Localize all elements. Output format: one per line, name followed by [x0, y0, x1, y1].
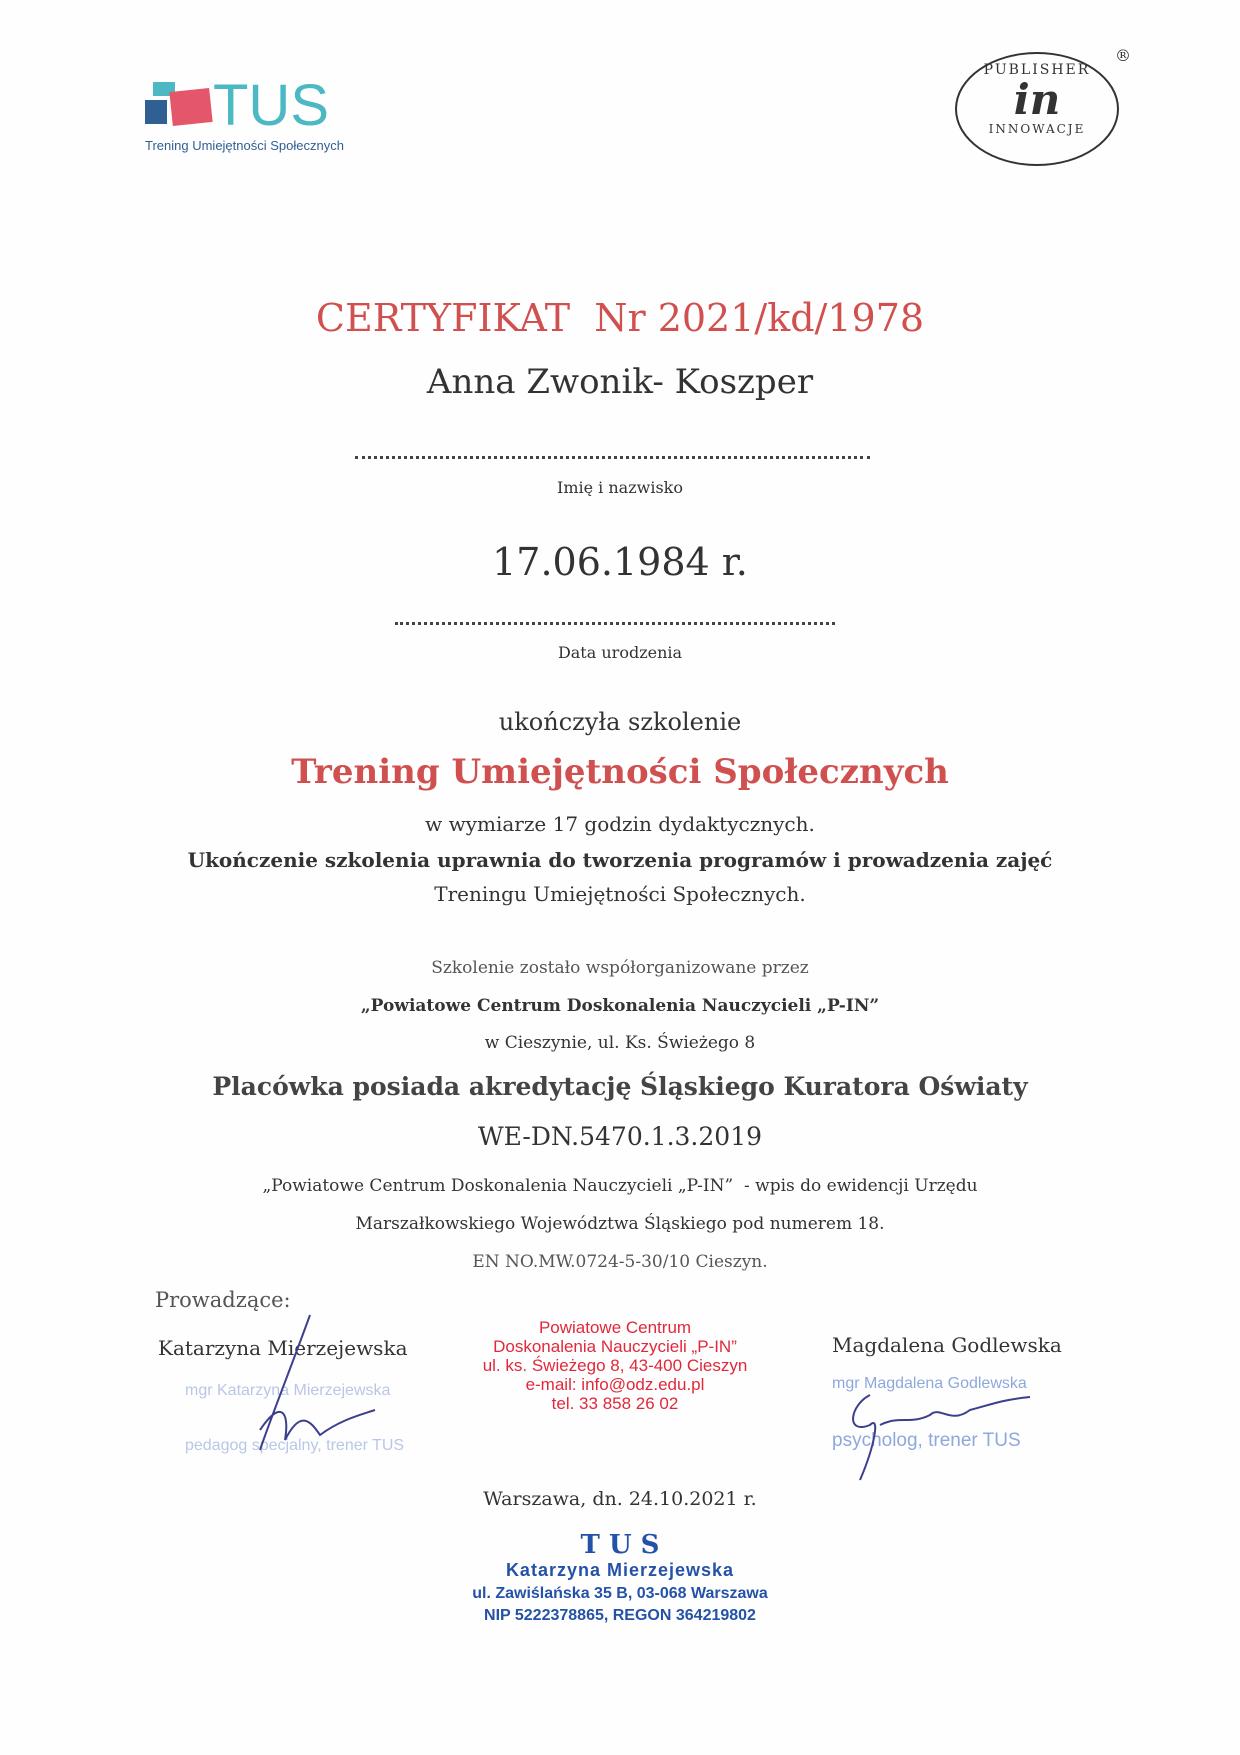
course-name: Trening Umiejętności Społecznych — [291, 752, 949, 792]
birth-date: 17.06.1984 r. — [492, 540, 748, 584]
leader-2-name: Magdalena Godlewska — [832, 1333, 1062, 1357]
birth-label: Data urodzenia — [557, 643, 683, 662]
certificate-title: CERTYFIKAT Nr 2021/kd/1978 — [315, 296, 925, 340]
leader-1-name: Katarzyna Mierzejewska — [158, 1336, 408, 1360]
divider — [395, 622, 835, 625]
divider — [355, 456, 870, 459]
tus-stamp: T U S Katarzyna Mierzejewska ul. Zawiślańska 35 B, 03-068 Warszawa NIP 5222378865, REGON 364219802 — [472, 1530, 768, 1624]
participant-name: Anna Zwonik- Koszper — [426, 362, 814, 402]
certificate-page: TUS Trening Umiejętności Społecznych PUBLISHER in INNOWACJE ® CERTYFIKAT Nr 2021/kd/1978 Anna Zwonik- Koszper Imię i nazwisko 17.06.1984 r. Data urodzenia ukończyła szkolenie Trening Umiejętności Społecznych w wymiarze 17 godzin dydaktycznych. Ukończenie szkolenia uprawnia do tworzenia programów i prowadzenia zajęć Treningu Umiejętności Społecznych. Szkolenie zostało współorganizowane przez „Powiatowe Centrum Doskonalenia Nauczycieli „P-IN” w Cieszynie, ul. Ks. Świeżego 8 Placówka posiada akredytację Śląskiego Kuratora Oświaty WE-DN.5470.1.3.2019 „Powiatowe Centrum Doskonalenia Nauczycieli „P-IN” - wpis do ewidencji Urzędu Marszałkowskiego Województwa Śląskiego pod numerem 18. EN NO.MW.0724-5-30/10 Cieszyn. Prowadzące: Katarzyna Mierzejewska mgr Katarzyna Mierzejewska pedagog specjalny, trener TUS Powiatowe Centrum Doskonalenia Nauczycieli „P-IN” ul. ks. Świeżego 8, 43-400 Cieszyn e-mail: info@odz.edu.pl tel. 33 858 26 02 Magdalena Godlewska mgr Magdalena Godlewska psycholog, trener TUS Warszawa, dn. 24.10.2021 r. T U S Katarzyna Mierzejewska ul. Zawiślańska 35 B, 03-068 Warszawa NIP 5222378865, REGON 364219802 — [0, 0, 1240, 1755]
center-stamp: Powiatowe Centrum Doskonalenia Nauczycieli „P-IN” ul. ks. Świeżego 8, 43-400 Cieszyn e-mail: info@odz.edu.pl tel. 33 858 26 02 — [482, 1318, 748, 1413]
name-label: Imię i nazwisko — [557, 478, 683, 497]
place-date: Warszawa, dn. 24.10.2021 r. — [483, 1488, 757, 1510]
signature-1 — [230, 1310, 380, 1460]
signature-2 — [840, 1385, 1040, 1485]
publisher-seal: PUBLISHER in INNOWACJE ® — [955, 52, 1119, 166]
tus-logo: TUS Trening Umiejętności Społecznych — [145, 73, 344, 153]
